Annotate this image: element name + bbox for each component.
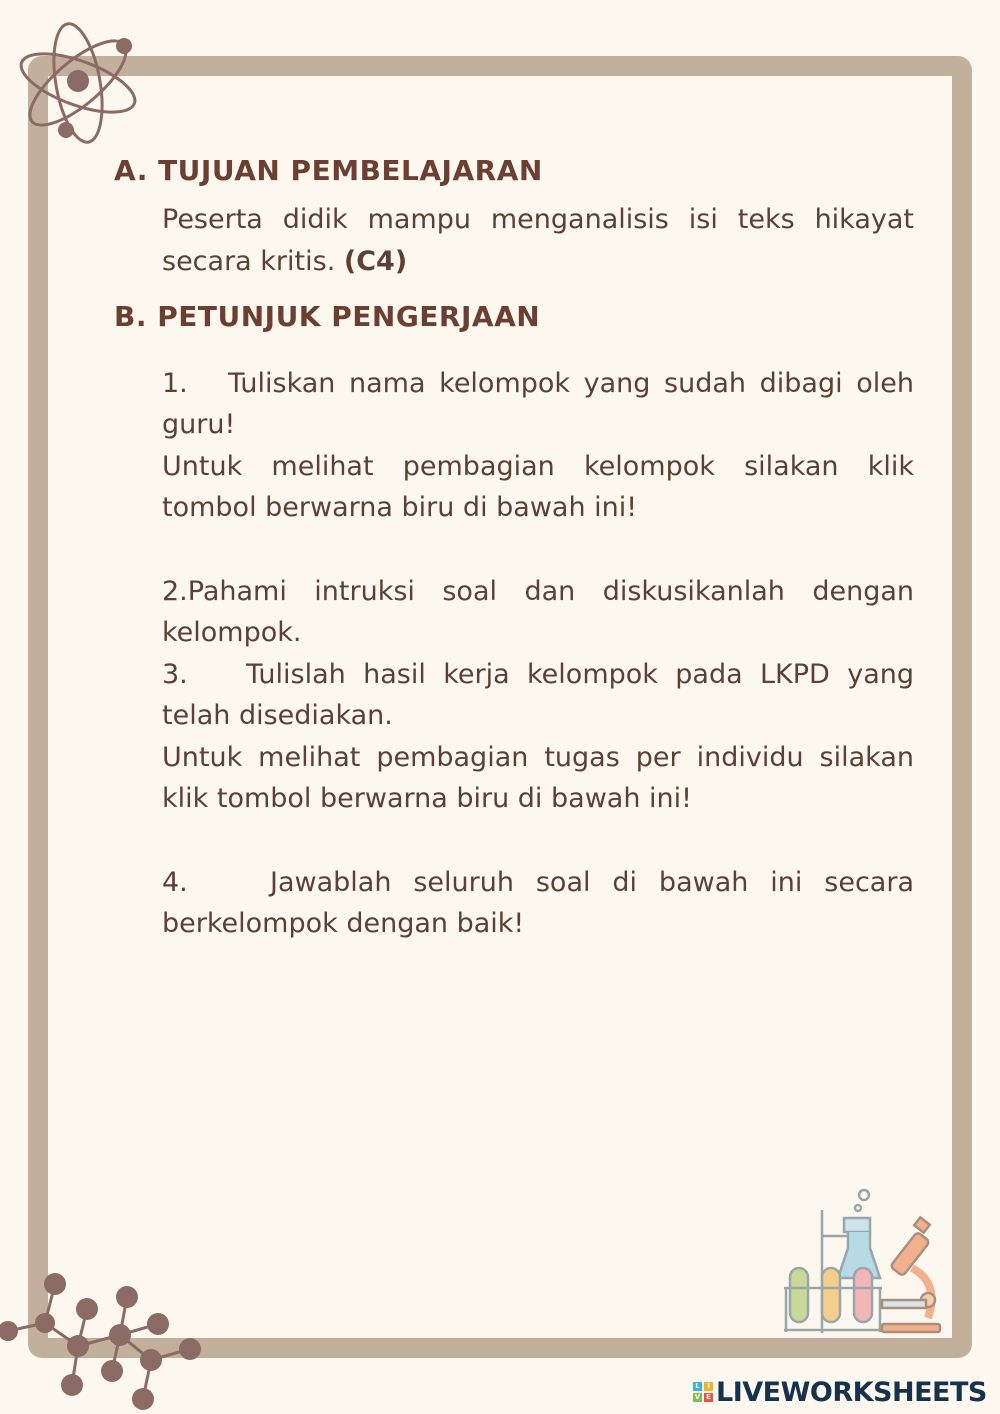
instruction-3-line-4: klik tombol berwarna biru di bawah ini! bbox=[162, 783, 692, 814]
cognitive-level-label: (C4) bbox=[343, 246, 408, 277]
logo-letter-v: V bbox=[694, 1393, 701, 1401]
instruction-2-line-2: kelompok. bbox=[162, 617, 302, 648]
instruction-1-line-2: guru! bbox=[162, 409, 236, 440]
objective-text-line-2 bbox=[162, 241, 914, 282]
instruction-3-line-1 bbox=[162, 654, 914, 695]
instruction-2-line-1: 2.Pahami intruksi soal dan diskusikanlah dengan bbox=[162, 576, 914, 607]
logo-letter-l: L bbox=[693, 1382, 702, 1391]
instruction-1-line-3: Untuk melihat pembagian kelompok silakan klik bbox=[162, 451, 914, 482]
instruction-3-number: 3. bbox=[162, 659, 188, 690]
instruction-1-line-1 bbox=[162, 363, 914, 404]
instruction-1-text: Tuliskan nama kelompok yang sudah dibagi oleh bbox=[228, 368, 914, 399]
instruction-3-text: Tulislah hasil kerja kelompok pada LKPD yang bbox=[246, 659, 914, 690]
instruction-4-text: Jawablah seluruh soal di bawah ini secara bbox=[270, 867, 914, 898]
laboratory-equipment-icon bbox=[782, 1188, 944, 1338]
instruction-4-line-1 bbox=[162, 862, 914, 903]
instruction-3-line-2: telah disediakan. bbox=[162, 700, 393, 731]
instruction-3-line-3: Untuk melihat pembagian tugas per individu silakan bbox=[162, 742, 914, 773]
logo-letter-e: E bbox=[704, 1393, 713, 1402]
instruction-4-number: 4. bbox=[162, 867, 188, 898]
section-b-heading: B. PETUNJUK PENGERJAAN bbox=[114, 300, 541, 333]
objective-text-line-1: Peserta didik mampu menganalisis isi teks hikayat bbox=[162, 204, 914, 235]
objective-text: secara kritis. bbox=[162, 246, 336, 277]
instruction-1-line-4: tombol berwarna biru di bawah ini! bbox=[162, 492, 638, 523]
instruction-1-number: 1. bbox=[162, 368, 188, 399]
logo-text: LIVEWORKSHEETS bbox=[716, 1376, 987, 1408]
instruction-4-line-2: berkelompok dengan baik! bbox=[162, 908, 525, 939]
logo-letter-i: I bbox=[704, 1382, 713, 1391]
liveworksheets-logo bbox=[693, 1376, 987, 1408]
molecule-icon bbox=[0, 1265, 215, 1414]
section-a-heading: A. TUJUAN PEMBELAJARAN bbox=[114, 154, 543, 187]
atom-icon bbox=[10, 18, 150, 148]
logo-mark bbox=[693, 1382, 713, 1402]
